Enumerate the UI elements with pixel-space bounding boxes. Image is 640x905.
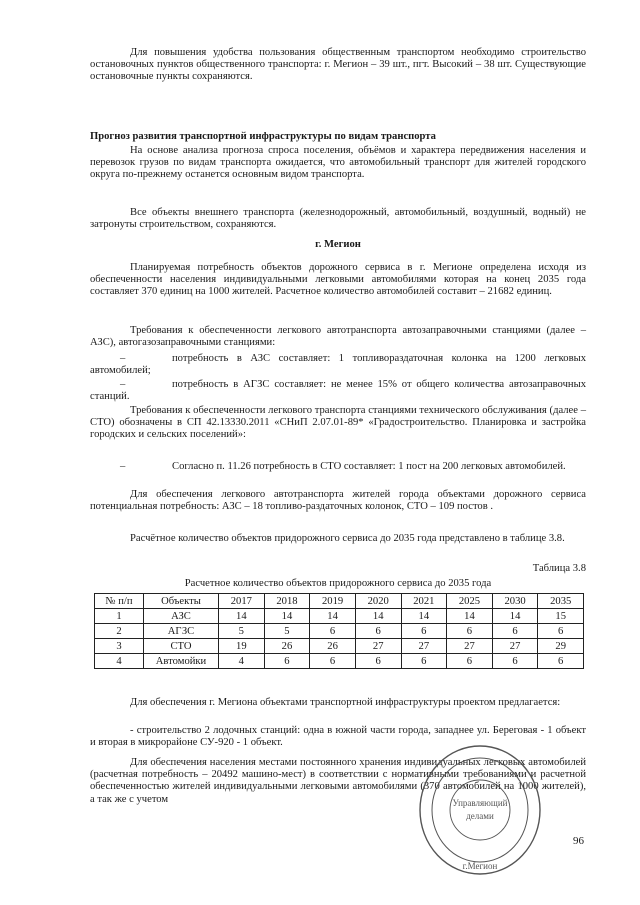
- paragraph-boat-stations: - строительство 2 лодочных станций: одна в южной части города, западнее ул. Береговая - 1 объект и вторая в микрорайоне СУ-920 - 1 объект.: [90, 725, 586, 749]
- table-cell: 4: [219, 654, 265, 669]
- paragraph-forecast: На основе анализа прогноза спроса поселения, объёмов и характера передвижения населения и перевозок грузов по видам транспорта ожидается, что автомобильный транспорт для жителей городского округа по-прежнему останется основным видом транспорта.: [90, 145, 586, 181]
- table-label: Таблица 3.8: [532, 563, 586, 574]
- table-cell: 6: [538, 624, 584, 639]
- table-cell: 5: [219, 624, 265, 639]
- table-cell: 14: [264, 609, 310, 624]
- table-cell: 15: [538, 609, 584, 624]
- table-cell: 1: [95, 609, 144, 624]
- table-cell: 6: [538, 654, 584, 669]
- paragraph-table-intro: Расчётное количество объектов придорожного сервиса до 2035 года представлено в таблице 3.8.: [130, 533, 565, 544]
- bullet-text: потребность в АГЗС составляет: не менее 15% от общего количества автозаправочных станций.: [90, 379, 586, 403]
- table-row: [95, 624, 584, 639]
- table-cell: 6: [310, 624, 356, 639]
- header-cell: 2017: [219, 594, 265, 609]
- table-cell: 19: [219, 639, 265, 654]
- table-cell: 6: [447, 654, 493, 669]
- paragraph-external-transport: Все объекты внешнего транспорта (железнодорожный, автомобильный, воздушный, водный) не затронуты строительством, сохраняются.: [90, 207, 586, 231]
- bullet-text: потребность в АЗС составляет: 1 топливораздаточная колонка на 1200 легковых автомобилей;: [90, 353, 586, 377]
- table-cell: 27: [447, 639, 493, 654]
- table-cell: АГЗС: [144, 624, 219, 639]
- table-cell: СТО: [144, 639, 219, 654]
- seal-city: г.Мегион: [462, 861, 498, 871]
- paragraph-car-storage: Для обеспечения населения местами постоянного хранения индивидуальных легковых автомобилей (расчетная потребность – 20492 машино-мест) в соответствии с нормативными требованиями и расчетной обеспеченностью жителей индивидуальными легковыми автомобилями (370 автомобилей на 1000 жителей), а так же с учетом: [90, 757, 586, 805]
- bullet-agzs: [90, 379, 586, 403]
- table-cell: 2: [95, 624, 144, 639]
- section-heading: Прогноз развития транспортной инфраструктуры по видам транспорта: [90, 131, 436, 142]
- paragraph-sto-requirements: Требования к обеспеченности легкового транспорта станциями технического обслуживания (далее – СТО) обозначены в СП 42.13330.2011 «СНиП 2.07.01-89* «Градостроительство. Планировка и застройка городских и сельских поселений»:: [90, 405, 586, 441]
- table-cell: 5: [264, 624, 310, 639]
- city-heading: г. Мегион: [315, 239, 361, 250]
- table-row: [95, 609, 584, 624]
- page-number: 96: [573, 835, 584, 847]
- table-cell: 6: [264, 654, 310, 669]
- header-cell: 2035: [538, 594, 584, 609]
- table-cell: 26: [310, 639, 356, 654]
- seal-rings: [420, 746, 540, 874]
- header-cell: Объекты: [144, 594, 219, 609]
- table-cell: 14: [355, 609, 401, 624]
- header-cell: № п/п: [95, 594, 144, 609]
- bullet-dash: –: [120, 353, 126, 364]
- paragraph-proposals: Для обеспечения г. Мегиона объектами транспортной инфраструктуры проектом предлагается:: [130, 697, 561, 708]
- table-cell: 26: [264, 639, 310, 654]
- bullet-azs: [90, 353, 586, 377]
- table-cell: 6: [310, 654, 356, 669]
- table-cell: 6: [401, 654, 447, 669]
- table-cell: 14: [401, 609, 447, 624]
- table-cell: 6: [492, 624, 538, 639]
- bullet-text: Согласно п. 11.26 потребность в СТО составляет: 1 пост на 200 легковых автомобилей.: [172, 461, 566, 472]
- table-cell: 14: [447, 609, 493, 624]
- table-caption: Расчетное количество объектов придорожного сервиса до 2035 года: [184, 578, 492, 589]
- header-cell: 2018: [264, 594, 310, 609]
- table-cell: 27: [401, 639, 447, 654]
- bullet-dash: –: [120, 379, 126, 390]
- paragraph-bus-stops: Для повышения удобства пользования общественным транспортом необходимо строительство остановочных пунктов общественного транспорта: г. Мегион – 39 шт., пгт. Высокий – 38 шт. Существующие остановочные пункты сохраняются.: [90, 47, 586, 83]
- table-header-row: [95, 594, 584, 609]
- bullet-dash: –: [120, 461, 126, 472]
- header-cell: 2025: [447, 594, 493, 609]
- table-cell: 6: [355, 624, 401, 639]
- table-cell: 14: [219, 609, 265, 624]
- table-cell: 14: [310, 609, 356, 624]
- table-cell: 29: [538, 639, 584, 654]
- paragraph-potential-need: Для обеспечения легкового автотранспорта жителей города объектами дорожного сервиса потенциальная потребность: АЗС – 18 топливо-раздаточных колонок, СТО – 109 постов .: [90, 489, 586, 513]
- table-row: [95, 654, 584, 669]
- official-seal: [415, 738, 545, 878]
- table-cell: 3: [95, 639, 144, 654]
- header-cell: 2021: [401, 594, 447, 609]
- table-cell: 6: [401, 624, 447, 639]
- road-service-table: [94, 593, 584, 669]
- table-cell: 6: [447, 624, 493, 639]
- table-cell: 4: [95, 654, 144, 669]
- seal-text-line2: делами: [466, 811, 494, 821]
- header-cell: 2019: [310, 594, 356, 609]
- table-cell: АЗС: [144, 609, 219, 624]
- table-cell: 27: [355, 639, 401, 654]
- table-cell: 27: [492, 639, 538, 654]
- header-cell: 2030: [492, 594, 538, 609]
- table-row: [95, 639, 584, 654]
- header-cell: 2020: [355, 594, 401, 609]
- paragraph-road-service-need: Планируемая потребность объектов дорожного сервиса в г. Мегионе определена исходя из обеспеченности населения индивидуальными легковыми автомобилями которая на конец 2035 года составляет 370 единиц на 1000 жителей. Расчетное количество автомобилей составит – 21682 единиц.: [90, 262, 586, 298]
- table-cell: 6: [492, 654, 538, 669]
- paragraph-fuel-stations: Требования к обеспеченности легкового автотранспорта автозаправочными станциями (далее – АЗС), автогазозаправочными станциями:: [90, 325, 586, 349]
- table-cell: 14: [492, 609, 538, 624]
- table-cell: Автомойки: [144, 654, 219, 669]
- bullet-sto: [90, 461, 586, 473]
- table-cell: 6: [355, 654, 401, 669]
- seal-text-line1: Управляющий: [452, 798, 508, 808]
